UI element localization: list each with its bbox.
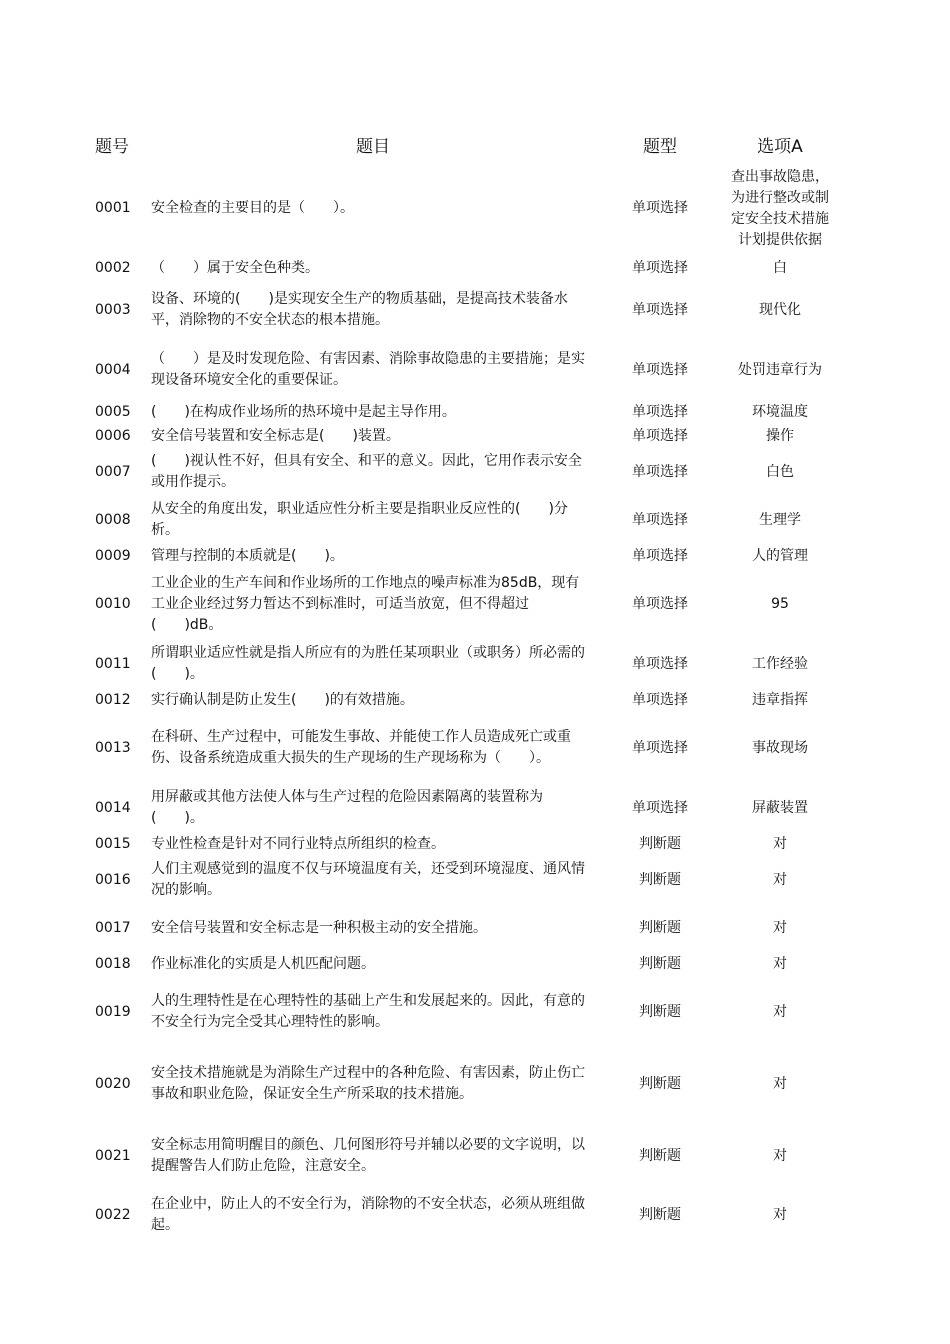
cell-option-a: 95 [771, 595, 789, 612]
table-row [90, 1048, 840, 1120]
cell-type: 单项选择 [632, 511, 688, 528]
cell-option-a: 操作 [766, 427, 794, 444]
cell-question: 安全信号装置和安全标志是一种积极主动的安全措施。 [151, 919, 487, 936]
cell-id: 0017 [95, 919, 131, 936]
table-row [90, 340, 840, 400]
cell-question: 从安全的角度出发，职业适应性分析主要是指职业反应性的( )分析。 [151, 501, 568, 538]
cell-option-a: 对 [773, 919, 787, 936]
table-row [90, 712, 840, 784]
cell-type: 判断题 [639, 835, 681, 852]
cell-id: 0011 [95, 655, 131, 672]
cell-type: 判断题 [639, 1003, 681, 1020]
cell-question: 人们主观感觉到的温度不仅与环境温度有关，还受到环境湿度、通风情况的影响。 [151, 861, 585, 898]
cell-question: 专业性检查是针对不同行业特点所组织的检查。 [151, 835, 445, 852]
cell-id: 0005 [95, 403, 131, 420]
cell-question: 人的生理特性是在心理特性的基础上产生和发展起来的。因此，有意的不安全行为完全受其心理特性的影响。 [151, 993, 585, 1030]
cell-option-a: 工作经验 [752, 655, 808, 672]
cell-question: 安全信号装置和安全标志是( )装置。 [151, 427, 400, 444]
header-option-a: 选项A [757, 136, 803, 157]
cell-option-a: 白色 [766, 463, 794, 480]
cell-question: （ ）属于安全色种类。 [151, 260, 319, 276]
cell-option-a: 环境温度 [752, 403, 808, 420]
cell-question: 在企业中，防止人的不安全行为，消除物的不安全状态，必须从班组做起。 [151, 1196, 585, 1233]
cell-question: 设备、环境的( )是实现安全生产的物质基础，是提高技术装备水平，消除物的不安全状态的根本措施。 [151, 291, 568, 328]
cell-id: 0004 [95, 361, 131, 378]
cell-id: 0015 [95, 835, 131, 852]
cell-type: 单项选择 [632, 655, 688, 672]
cell-type: 单项选择 [632, 799, 688, 816]
table-row [90, 784, 840, 832]
cell-id: 0010 [95, 595, 131, 612]
table-row [90, 280, 840, 340]
table-row [90, 904, 840, 952]
cell-type: 单项选择 [632, 547, 688, 564]
cell-option-a: 生理学 [759, 511, 801, 528]
cell-id: 0002 [95, 260, 131, 276]
header-question: 题目 [356, 136, 390, 157]
cell-option-a: 对 [773, 955, 787, 972]
table-row [90, 688, 840, 712]
cell-type: 判断题 [639, 1075, 681, 1092]
cell-id: 0009 [95, 547, 131, 564]
cell-question: 所谓职业适应性就是指人所应有的为胜任某项职业（或职务）所必需的( )。 [151, 645, 585, 682]
cell-option-a: 事故现场 [752, 739, 808, 756]
cell-type: 单项选择 [632, 260, 688, 276]
cell-question: 作业标准化的实质是人机匹配问题。 [151, 955, 375, 972]
cell-question: 安全技术措施就是为消除生产过程中的各种危险、有害因素，防止伤亡事故和职业危险，保证安全生产所采取的技术措施。 [151, 1065, 585, 1102]
table-row [90, 1192, 840, 1238]
cell-option-a: 违章指挥 [752, 691, 808, 708]
cell-option-a: 现代化 [759, 301, 801, 318]
cell-id: 0007 [95, 463, 131, 480]
header-row [90, 128, 840, 160]
cell-type: 单项选择 [632, 361, 688, 378]
cell-option-a: 对 [773, 835, 787, 852]
cell-id: 0013 [95, 739, 131, 756]
cell-type: 判断题 [639, 955, 681, 972]
table-row [90, 544, 840, 568]
cell-question: ( )视认性不好，但具有安全、和平的意义。因此，它用作表示安全或用作提示。 [151, 453, 582, 490]
cell-type: 单项选择 [632, 691, 688, 708]
cell-id: 0018 [95, 955, 131, 972]
cell-option-a: 对 [773, 871, 787, 888]
cell-question: 实行确认制是防止发生( )的有效措施。 [151, 691, 414, 708]
cell-option-a: 人的管理 [752, 547, 808, 564]
table-row [90, 832, 840, 856]
cell-id: 0001 [95, 200, 131, 216]
cell-question: ( )在构成作业场所的热环境中是起主导作用。 [151, 403, 456, 420]
cell-option-a: 对 [773, 1206, 787, 1223]
cell-question: 工业企业的生产车间和作业场所的工作地点的噪声标准为85dB，现有工业企业经过努力暂达不到标准时，可适当放宽，但不得超过( )dB。 [151, 574, 580, 633]
header-type: 题型 [643, 136, 677, 157]
table-row [90, 952, 840, 976]
table-row [90, 400, 840, 424]
table-row [90, 1120, 840, 1192]
cell-type: 单项选择 [632, 200, 688, 216]
cell-option-a: 白 [773, 260, 787, 276]
cell-id: 0014 [95, 799, 131, 816]
cell-id: 0016 [95, 871, 131, 888]
cell-question: 用屏蔽或其他方法使人体与生产过程的危险因素隔离的装置称为( )。 [151, 789, 543, 826]
cell-type: 单项选择 [632, 463, 688, 480]
cell-question: 在科研、生产过程中，可能发生事故、并能使工作人员造成死亡或重伤、设备系统造成重大损失的生产现场的生产现场称为（ ）。 [151, 729, 571, 766]
cell-type: 单项选择 [632, 427, 688, 444]
table-row [90, 640, 840, 688]
cell-id: 0008 [95, 511, 131, 528]
cell-id: 0022 [95, 1206, 131, 1223]
cell-type: 单项选择 [632, 595, 688, 612]
table-row [90, 976, 840, 1048]
cell-question: 安全检查的主要目的是（ ）。 [151, 200, 354, 216]
table-row [90, 568, 840, 640]
table-row [90, 496, 840, 544]
cell-id: 0012 [95, 691, 131, 708]
cell-id: 0020 [95, 1075, 131, 1092]
cell-id: 0003 [95, 301, 131, 318]
cell-type: 判断题 [639, 919, 681, 936]
cell-type: 判断题 [639, 1206, 681, 1223]
cell-option-a: 对 [773, 1003, 787, 1020]
cell-type: 单项选择 [632, 739, 688, 756]
cell-question: 安全标志用简明醒目的颜色、几何图形符号并辅以必要的文字说明，以提醒警告人们防止危险，注意安全。 [151, 1137, 585, 1174]
cell-option-a: 对 [773, 1147, 787, 1164]
cell-id: 0006 [95, 427, 131, 444]
cell-option-a: 查出事故隐患，为进行整改或制定安全技术措施计划提供依据 [731, 168, 829, 248]
cell-option-a: 对 [773, 1075, 787, 1092]
cell-type: 单项选择 [632, 301, 688, 318]
table-row [90, 856, 840, 904]
cell-type: 判断题 [639, 1147, 681, 1164]
cell-type: 判断题 [639, 871, 681, 888]
question-table [90, 128, 840, 1238]
table-row [90, 160, 840, 257]
cell-id: 0021 [95, 1147, 131, 1164]
cell-id: 0019 [95, 1003, 131, 1020]
table-row [90, 424, 840, 448]
cell-question: （ ）是及时发现危险、有害因素、消除事故隐患的主要措施；是实现设备环境安全化的重要保证。 [151, 351, 585, 388]
table-row [90, 257, 840, 280]
table-row [90, 448, 840, 496]
question-rows [90, 160, 840, 1238]
header-id: 题号 [95, 136, 129, 157]
cell-option-a: 屏蔽装置 [752, 799, 808, 816]
cell-type: 单项选择 [632, 403, 688, 420]
cell-option-a: 处罚违章行为 [738, 361, 822, 378]
cell-question: 管理与控制的本质就是( )。 [151, 547, 344, 564]
